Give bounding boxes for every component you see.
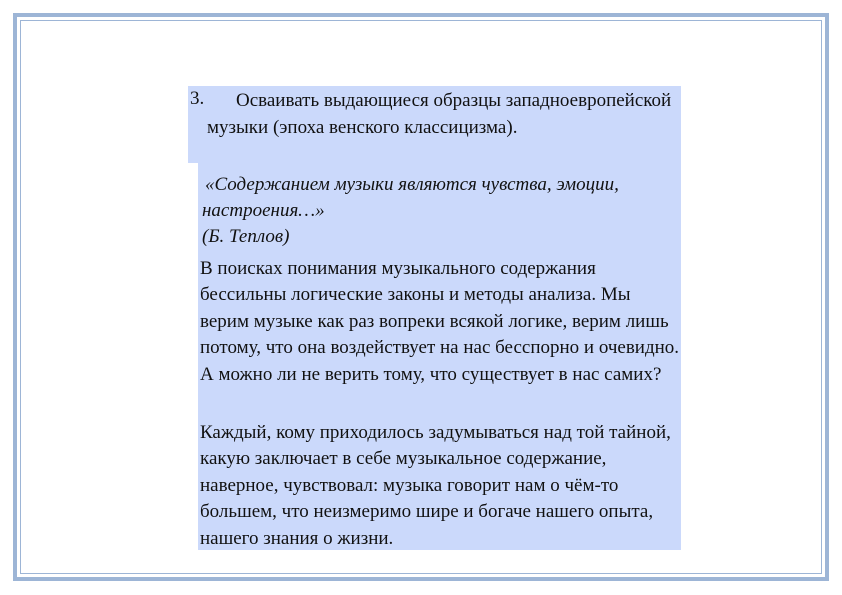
quote-author: (Б. Теплов) [202, 226, 290, 247]
heading-text: Осваивать выдающиеся образцы западноевропейской музыки (эпоха венского классицизма). [207, 90, 672, 138]
paragraph-2: Каждый, кому приходилось задумываться над той тайной, какую заключает в себе музыкальное содержание, наверное, чувствовал: музыка говорит нам о чём-то большем, что неизмеримо шире и богаче нашего опыта, нашего знания о жизни. [200, 422, 671, 549]
quote [202, 172, 672, 250]
body-block [198, 163, 681, 550]
paragraph-1: В поисках понимания музыкального содержания бессильны логические законы и методы анализа. Мы верим музыке как раз вопреки всякой логике, верим лишь потому, что она воздействует на нас бесспорно и очевидно. А можно ли не верить тому, что существует в нас самих? [200, 258, 680, 385]
heading-block [188, 86, 681, 163]
quote-text: «Содержанием музыки являются чувства, эмоции, настроения…» [202, 174, 619, 221]
list-number: 3. [190, 88, 205, 109]
